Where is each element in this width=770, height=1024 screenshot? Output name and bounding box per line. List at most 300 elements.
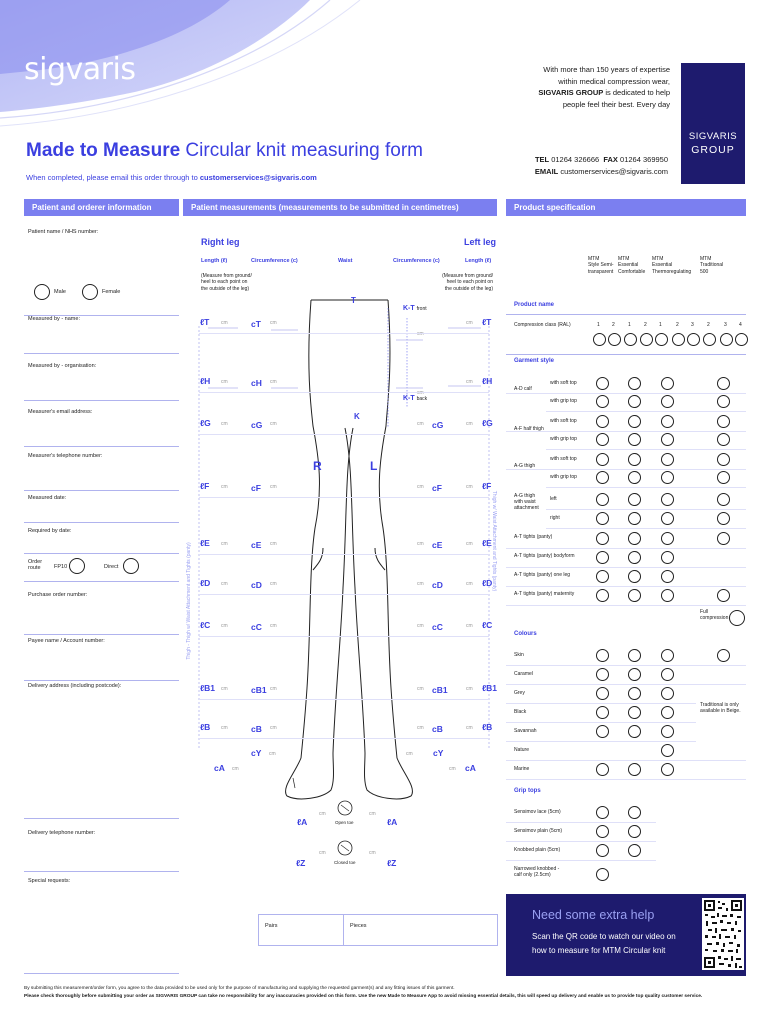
garment-style-radio[interactable]	[596, 493, 609, 506]
garment-top-label: with grip top	[550, 474, 577, 480]
compression-class-radio[interactable]	[703, 333, 716, 346]
right-circ-label: cF	[251, 483, 261, 493]
delivery-phone-label: Delivery telephone number:	[28, 830, 96, 836]
garment-style-radio[interactable]	[661, 532, 674, 545]
pieces-field[interactable]	[344, 915, 497, 945]
colour-label: Caramel	[514, 671, 533, 677]
row-divider	[506, 586, 746, 587]
male-radio[interactable]	[34, 284, 50, 300]
garment-style-radio[interactable]	[628, 453, 641, 466]
garment-style-radio[interactable]	[628, 512, 641, 525]
garment-style-radio[interactable]	[661, 570, 674, 583]
garment-style-radio[interactable]	[717, 453, 730, 466]
note-right: (Measure from ground/ heel to each point on the outside of the leg)	[201, 273, 252, 292]
right-circ-label: cB	[251, 724, 262, 734]
help-title: Need some extra help	[532, 908, 655, 922]
garment-style-radio[interactable]	[661, 512, 674, 525]
row-divider	[546, 449, 746, 450]
row-divider	[506, 779, 746, 780]
garment-style-radio[interactable]	[717, 377, 730, 390]
row-divider	[199, 636, 489, 637]
right-length-unit: cm	[221, 484, 228, 490]
colours-label: Colours	[514, 631, 537, 637]
measurer-phone-label: Measurer's telephone number:	[28, 453, 103, 459]
left-length-input[interactable]	[463, 536, 481, 550]
grip-tops-label: Grip tops	[514, 788, 541, 794]
special-requests-field[interactable]	[24, 884, 179, 974]
lz-right-unit: cm	[319, 850, 326, 856]
right-circ-unit: cm	[270, 379, 277, 385]
help-line1: Scan the QR code to watch our video on	[532, 932, 676, 941]
kt-front-label: K-T front	[403, 305, 427, 312]
garment-style-radio[interactable]	[717, 589, 730, 602]
product-col-traditional: MTM Traditional 500	[700, 256, 724, 275]
row-divider	[546, 487, 746, 488]
colour-radio[interactable]	[661, 744, 674, 757]
right-circ-unit: cm	[270, 686, 277, 692]
ca-right-unit: cm	[232, 766, 239, 772]
row-divider	[506, 548, 746, 549]
row-divider	[506, 684, 746, 685]
right-length-unit: cm	[221, 320, 228, 326]
left-length-input[interactable]	[463, 479, 481, 493]
product-col-comfortable: MTM Essential Comfortable	[618, 256, 646, 275]
left-circ-unit: cm	[417, 686, 424, 692]
page-subtitle: When completed, please email this order through to customerservices@sigvaris.com	[26, 173, 317, 182]
sigvaris-logo: sigvaris	[24, 52, 136, 87]
grip-top-radio[interactable]	[596, 806, 609, 819]
right-circ-label: cC	[251, 622, 262, 632]
left-length-input[interactable]	[463, 681, 481, 695]
help-box	[506, 894, 746, 976]
colour-label: Black	[514, 709, 527, 715]
right-length-input[interactable]	[208, 536, 238, 550]
grip-top-label: Narrowed knobbed - calf only (2.5cm)	[514, 866, 560, 878]
footer-line2: Please check thoroughly before submitting your order as SIGVARIS GROUP can take no responsibility for any inaccuracies provided on this form. Use the new Made to Measure App to avoid missing essential details, this will speed up delivery and enable us to provide top quality customer service.	[24, 993, 703, 999]
garment-style-radio[interactable]	[628, 433, 641, 446]
la-left-unit: cm	[369, 811, 376, 817]
right-length-unit: cm	[221, 623, 228, 629]
garment-style-radio[interactable]	[661, 415, 674, 428]
compression-class-radio[interactable]	[655, 333, 668, 346]
right-circ-label: cG	[251, 420, 263, 430]
compression-class-radio[interactable]	[735, 333, 748, 346]
row-divider	[199, 392, 489, 393]
patient-info-header: Patient and orderer information	[24, 199, 179, 216]
garment-style-radio[interactable]	[596, 395, 609, 408]
left-length-input[interactable]	[463, 618, 481, 632]
left-length-label: ℓF	[482, 481, 492, 491]
left-length-input[interactable]	[463, 374, 481, 388]
compression-class-radio[interactable]	[640, 333, 653, 346]
right-leg-heading: Right leg	[201, 237, 240, 247]
right-length-label: ℓE	[200, 538, 210, 548]
measurer-phone-field[interactable]	[24, 459, 179, 491]
left-circ-label: cC	[432, 622, 443, 632]
garment-style-radio[interactable]	[661, 551, 674, 564]
row-divider	[506, 605, 746, 606]
garment-style-label: Garment style	[514, 358, 555, 364]
garment-style-radio[interactable]	[596, 377, 609, 390]
right-length-input[interactable]	[208, 618, 238, 632]
garment-style-label: A-T tights (panty) bodyform	[514, 553, 575, 559]
compression-class-radio[interactable]	[672, 333, 685, 346]
full-compression-radio[interactable]	[729, 610, 745, 626]
la-right-unit: cm	[319, 811, 326, 817]
la-left-label: ℓA	[387, 817, 398, 827]
compression-class-radio[interactable]	[720, 333, 733, 346]
required-date-label: Required by date:	[28, 528, 72, 534]
left-circ-label: cD	[432, 580, 443, 590]
left-circ-unit: cm	[417, 390, 424, 396]
ag-waist-label: A-G thigh with waist attachment	[514, 493, 539, 511]
colour-radio[interactable]	[661, 668, 674, 681]
right-length-input[interactable]	[208, 681, 238, 695]
fp10-radio[interactable]	[69, 558, 85, 574]
compression-class-radio[interactable]	[608, 333, 621, 346]
garment-style-radio[interactable]	[661, 395, 674, 408]
garment-top-label: with soft top	[550, 456, 577, 462]
right-circ-unit: cm	[270, 725, 277, 731]
left-length-label: ℓD	[482, 578, 493, 588]
garment-style-radio[interactable]	[661, 589, 674, 602]
measured-org-label: Measured by - organisation:	[28, 363, 97, 369]
required-date-field[interactable]	[24, 534, 179, 554]
left-length-unit: cm	[466, 623, 473, 629]
row-divider	[506, 431, 746, 432]
right-length-input[interactable]	[208, 720, 238, 734]
garment-top-label: with soft top	[550, 380, 577, 386]
full-compression-label: Full compression	[700, 609, 729, 621]
direct-radio[interactable]	[123, 558, 139, 574]
measured-name-field[interactable]	[24, 322, 179, 354]
left-length-unit: cm	[466, 725, 473, 731]
colour-radio[interactable]	[661, 725, 674, 738]
right-length-label: ℓD	[200, 578, 211, 588]
left-circ-unit: cm	[417, 331, 424, 337]
po-number-field[interactable]	[24, 598, 179, 635]
right-circ-unit: cm	[270, 541, 277, 547]
left-length-unit: cm	[466, 379, 473, 385]
garment-style-radio[interactable]	[717, 493, 730, 506]
right-circ-unit: cm	[270, 421, 277, 427]
colour-radio[interactable]	[628, 687, 641, 700]
grip-top-label: Sensimov plain (5cm)	[514, 828, 563, 834]
garment-style-radio[interactable]	[628, 377, 641, 390]
garment-style-radio[interactable]	[661, 377, 674, 390]
marker-L: L	[370, 459, 378, 473]
left-length-unit: cm	[466, 484, 473, 490]
product-name-label: Product name	[514, 302, 555, 308]
class-number: 2	[644, 322, 647, 328]
grip-top-radio[interactable]	[596, 844, 609, 857]
waist-label: Waist	[338, 258, 353, 264]
measured-name-label: Measured by - name:	[28, 316, 80, 322]
product-spec-header: Product specification	[506, 199, 746, 216]
cy-right-label: cY	[251, 748, 262, 758]
circ-l-label: Circumference (c)	[393, 258, 440, 264]
left-length-label: ℓH	[482, 376, 493, 386]
footer-line1: By submitting this measurement/order form, you agree to the data provided to be used only for the purpose of manufacturing and supplying the requested garment(s) and any fitting issues of this garment.	[24, 986, 455, 991]
right-length-unit: cm	[221, 379, 228, 385]
open-toe-label: Open toe	[335, 820, 354, 825]
right-length-unit: cm	[221, 725, 228, 731]
lz-left-label: ℓZ	[387, 858, 397, 868]
garment-style-radio[interactable]	[628, 415, 641, 428]
tagline: With more than 150 years of expertise within medical compression wear, SIGVARIS GROUP is dedicated to help people feel their best. Every day	[538, 65, 670, 109]
row-divider	[199, 699, 489, 700]
garment-style-radio[interactable]	[628, 551, 641, 564]
left-length-unit: cm	[466, 686, 473, 692]
colour-radio[interactable]	[596, 668, 609, 681]
row-divider	[199, 333, 489, 334]
garment-top-label: with grip top	[550, 398, 577, 404]
row-divider	[506, 822, 656, 823]
class-number: 4	[739, 322, 742, 328]
class-number: 1	[659, 322, 662, 328]
colour-radio[interactable]	[628, 725, 641, 738]
kt-back-label: K-T back	[403, 395, 428, 402]
compression-class-radio[interactable]	[593, 333, 606, 346]
right-circ-label: cT	[251, 319, 261, 329]
marker-K: K	[354, 412, 360, 421]
garment-style-radio[interactable]	[628, 493, 641, 506]
lz-right-label: ℓZ	[296, 858, 306, 868]
right-length-unit: cm	[221, 421, 228, 427]
grip-top-label: Sensimov lace (5cm)	[514, 809, 561, 815]
garment-style-radio[interactable]	[596, 433, 609, 446]
colour-label: Nature	[514, 747, 530, 753]
divider	[24, 581, 179, 582]
class-number: 1	[597, 322, 600, 328]
colour-radio[interactable]	[596, 649, 609, 662]
right-length-label: ℓF	[200, 481, 210, 491]
colour-label: Skin	[514, 652, 524, 658]
patient-info-panel	[24, 218, 179, 978]
colour-radio[interactable]	[661, 706, 674, 719]
right-length-label: ℓC	[200, 620, 211, 630]
class-number: 2	[707, 322, 710, 328]
colour-radio[interactable]	[596, 706, 609, 719]
left-circ-label: cE	[432, 540, 443, 550]
left-length-unit: cm	[466, 320, 473, 326]
left-length-input[interactable]	[463, 315, 481, 329]
marker-T: T	[351, 296, 356, 305]
female-radio[interactable]	[82, 284, 98, 300]
left-length-unit: cm	[466, 581, 473, 587]
ca-left-label: cA	[465, 763, 476, 773]
footer	[24, 985, 746, 1000]
marker-R: R	[313, 459, 322, 473]
garment-style-radio[interactable]	[717, 415, 730, 428]
colour-radio[interactable]	[661, 649, 674, 662]
row-divider	[506, 741, 696, 742]
garment-style-label: A-D calf	[514, 386, 532, 392]
garment-style-radio[interactable]	[628, 471, 641, 484]
grip-top-radio[interactable]	[628, 825, 641, 838]
payee-field[interactable]	[24, 644, 179, 681]
measurements-header: Patient measurements (measurements to be submitted in centimetres)	[183, 199, 497, 216]
product-col-semi: MTM Style Semi- transparent	[588, 256, 614, 275]
garment-style-radio[interactable]	[661, 453, 674, 466]
garment-style-label: A-T tights (panty) one leg	[514, 572, 571, 578]
delivery-phone-field[interactable]	[24, 836, 179, 872]
direct-label: Direct	[104, 564, 119, 570]
measurer-email-field[interactable]	[24, 415, 179, 447]
garment-style-radio[interactable]	[661, 471, 674, 484]
garment-style-radio[interactable]	[628, 589, 641, 602]
left-circ-unit: cm	[417, 581, 424, 587]
garment-style-radio[interactable]	[717, 512, 730, 525]
qr-code[interactable]	[702, 898, 744, 970]
patient-name-field[interactable]	[24, 236, 179, 316]
right-length-input[interactable]	[208, 576, 238, 590]
row-divider	[199, 497, 489, 498]
contact-info: TEL 01264 326666 FAX 01264 369950 EMAIL customerservices@sigvaris.com	[534, 155, 668, 176]
colour-label: Marine	[514, 766, 530, 772]
row-divider	[506, 760, 746, 761]
grip-top-radio[interactable]	[596, 825, 609, 838]
row-divider	[199, 554, 489, 555]
compression-class-radio[interactable]	[624, 333, 637, 346]
left-length-label: ℓT	[482, 317, 492, 327]
left-circ-label: cG	[432, 420, 444, 430]
left-length-label: ℓB	[482, 722, 493, 732]
payee-label: Payee name / Account number:	[28, 638, 105, 644]
garment-style-label: A-F half thigh	[514, 426, 544, 432]
measurements-panel	[183, 218, 497, 928]
row-divider	[506, 665, 746, 666]
right-circ-label: cE	[251, 540, 262, 550]
closed-toe-label: Closed toe	[334, 860, 356, 865]
garment-style-radio[interactable]	[661, 433, 674, 446]
garment-style-radio[interactable]	[628, 570, 641, 583]
grip-top-radio[interactable]	[628, 844, 641, 857]
colour-radio[interactable]	[661, 687, 674, 700]
left-circ-label: cB	[432, 724, 443, 734]
la-right-label: ℓA	[297, 817, 308, 827]
cy-right-unit: cm	[269, 751, 276, 757]
left-leg-heading: Left leg	[464, 237, 497, 247]
right-circ-label: cH	[251, 378, 262, 388]
left-circ-unit: cm	[417, 725, 424, 731]
garment-style-radio[interactable]	[596, 551, 609, 564]
grip-top-radio[interactable]	[628, 806, 641, 819]
pairs-field[interactable]	[259, 915, 344, 945]
garment-style-radio[interactable]	[717, 395, 730, 408]
left-length-label: ℓC	[482, 620, 493, 630]
right-length-label: ℓT	[200, 317, 210, 327]
row-divider	[506, 469, 746, 470]
right-length-input[interactable]	[208, 479, 238, 493]
garment-style-radio[interactable]	[596, 453, 609, 466]
pairs-label: Pairs	[265, 923, 278, 929]
right-length-input[interactable]	[208, 416, 238, 430]
grip-top-radio[interactable]	[596, 868, 609, 881]
order-route-label: Order route	[28, 559, 43, 571]
garment-style-radio[interactable]	[717, 532, 730, 545]
measured-org-field[interactable]	[24, 369, 179, 401]
left-circ-unit: cm	[417, 421, 424, 427]
compression-class-radio[interactable]	[687, 333, 700, 346]
left-length-input[interactable]	[463, 720, 481, 734]
colour-radio[interactable]	[628, 706, 641, 719]
right-circ-unit: cm	[270, 623, 277, 629]
colour-label: Savannah	[514, 728, 537, 734]
row-divider	[506, 393, 746, 394]
garment-top-label: left	[550, 496, 557, 502]
circ-r-label: Circumference (c)	[251, 258, 298, 264]
ca-left-unit: cm	[449, 766, 456, 772]
class-number: 1	[628, 322, 631, 328]
row-divider	[506, 841, 656, 842]
garment-style-radio[interactable]	[717, 471, 730, 484]
row-divider	[199, 594, 489, 595]
garment-style-radio[interactable]	[596, 589, 609, 602]
delivery-address-field[interactable]	[24, 689, 179, 819]
colour-radio[interactable]	[596, 725, 609, 738]
female-label: Female	[102, 289, 121, 295]
row-divider	[199, 738, 489, 739]
garment-style-radio[interactable]	[596, 570, 609, 583]
product-col-thermo: MTM Essential Thermoregulating	[652, 256, 692, 275]
left-circ-label: cB1	[432, 685, 448, 695]
left-circ-unit: cm	[417, 623, 424, 629]
garment-style-label: A-G thigh	[514, 463, 536, 469]
row-divider	[506, 860, 656, 861]
right-circ-label: cB1	[251, 685, 267, 695]
special-requests-label: Special requests:	[28, 878, 71, 884]
delivery-address-label: Delivery address (including postcode):	[28, 683, 122, 689]
side-text-left: Thigh - Thigh w/ Waist Attachment and Tights (panty)	[186, 542, 192, 660]
right-length-unit: cm	[221, 686, 228, 692]
measured-date-field[interactable]	[24, 501, 179, 523]
traditional-note: Traditional is only available in Beige.	[700, 702, 741, 715]
right-circ-unit: cm	[270, 484, 277, 490]
right-circ-unit: cm	[270, 320, 277, 326]
right-length-input[interactable]	[208, 315, 238, 329]
right-length-label: ℓB1	[200, 683, 216, 693]
class-number: 2	[612, 322, 615, 328]
garment-style-radio[interactable]	[717, 433, 730, 446]
garment-style-radio[interactable]	[661, 493, 674, 506]
garment-top-label: right	[550, 515, 560, 521]
colour-radio[interactable]	[661, 763, 674, 776]
colour-radio[interactable]	[596, 687, 609, 700]
garment-style-radio[interactable]	[628, 395, 641, 408]
left-circ-label: cF	[432, 483, 442, 493]
garment-style-radio[interactable]	[596, 415, 609, 428]
colour-radio[interactable]	[717, 649, 730, 662]
left-length-unit: cm	[466, 421, 473, 427]
class-number: 3	[724, 322, 727, 328]
left-length-input[interactable]	[463, 416, 481, 430]
note-left: (Measure from ground/ heel to each point on the outside of the leg)	[442, 273, 493, 292]
page-title: Made to Measure Circular knit measuring form	[26, 140, 423, 161]
garment-style-radio[interactable]	[596, 512, 609, 525]
right-length-input[interactable]	[208, 374, 238, 388]
garment-style-radio[interactable]	[628, 532, 641, 545]
garment-style-radio[interactable]	[596, 532, 609, 545]
colour-radio[interactable]	[628, 763, 641, 776]
row-divider	[506, 703, 696, 704]
colour-radio[interactable]	[628, 649, 641, 662]
colour-radio[interactable]	[628, 668, 641, 681]
garment-style-radio[interactable]	[596, 471, 609, 484]
length-r-label: Length (ℓ)	[201, 258, 228, 264]
colour-radio[interactable]	[596, 763, 609, 776]
left-length-input[interactable]	[463, 576, 481, 590]
